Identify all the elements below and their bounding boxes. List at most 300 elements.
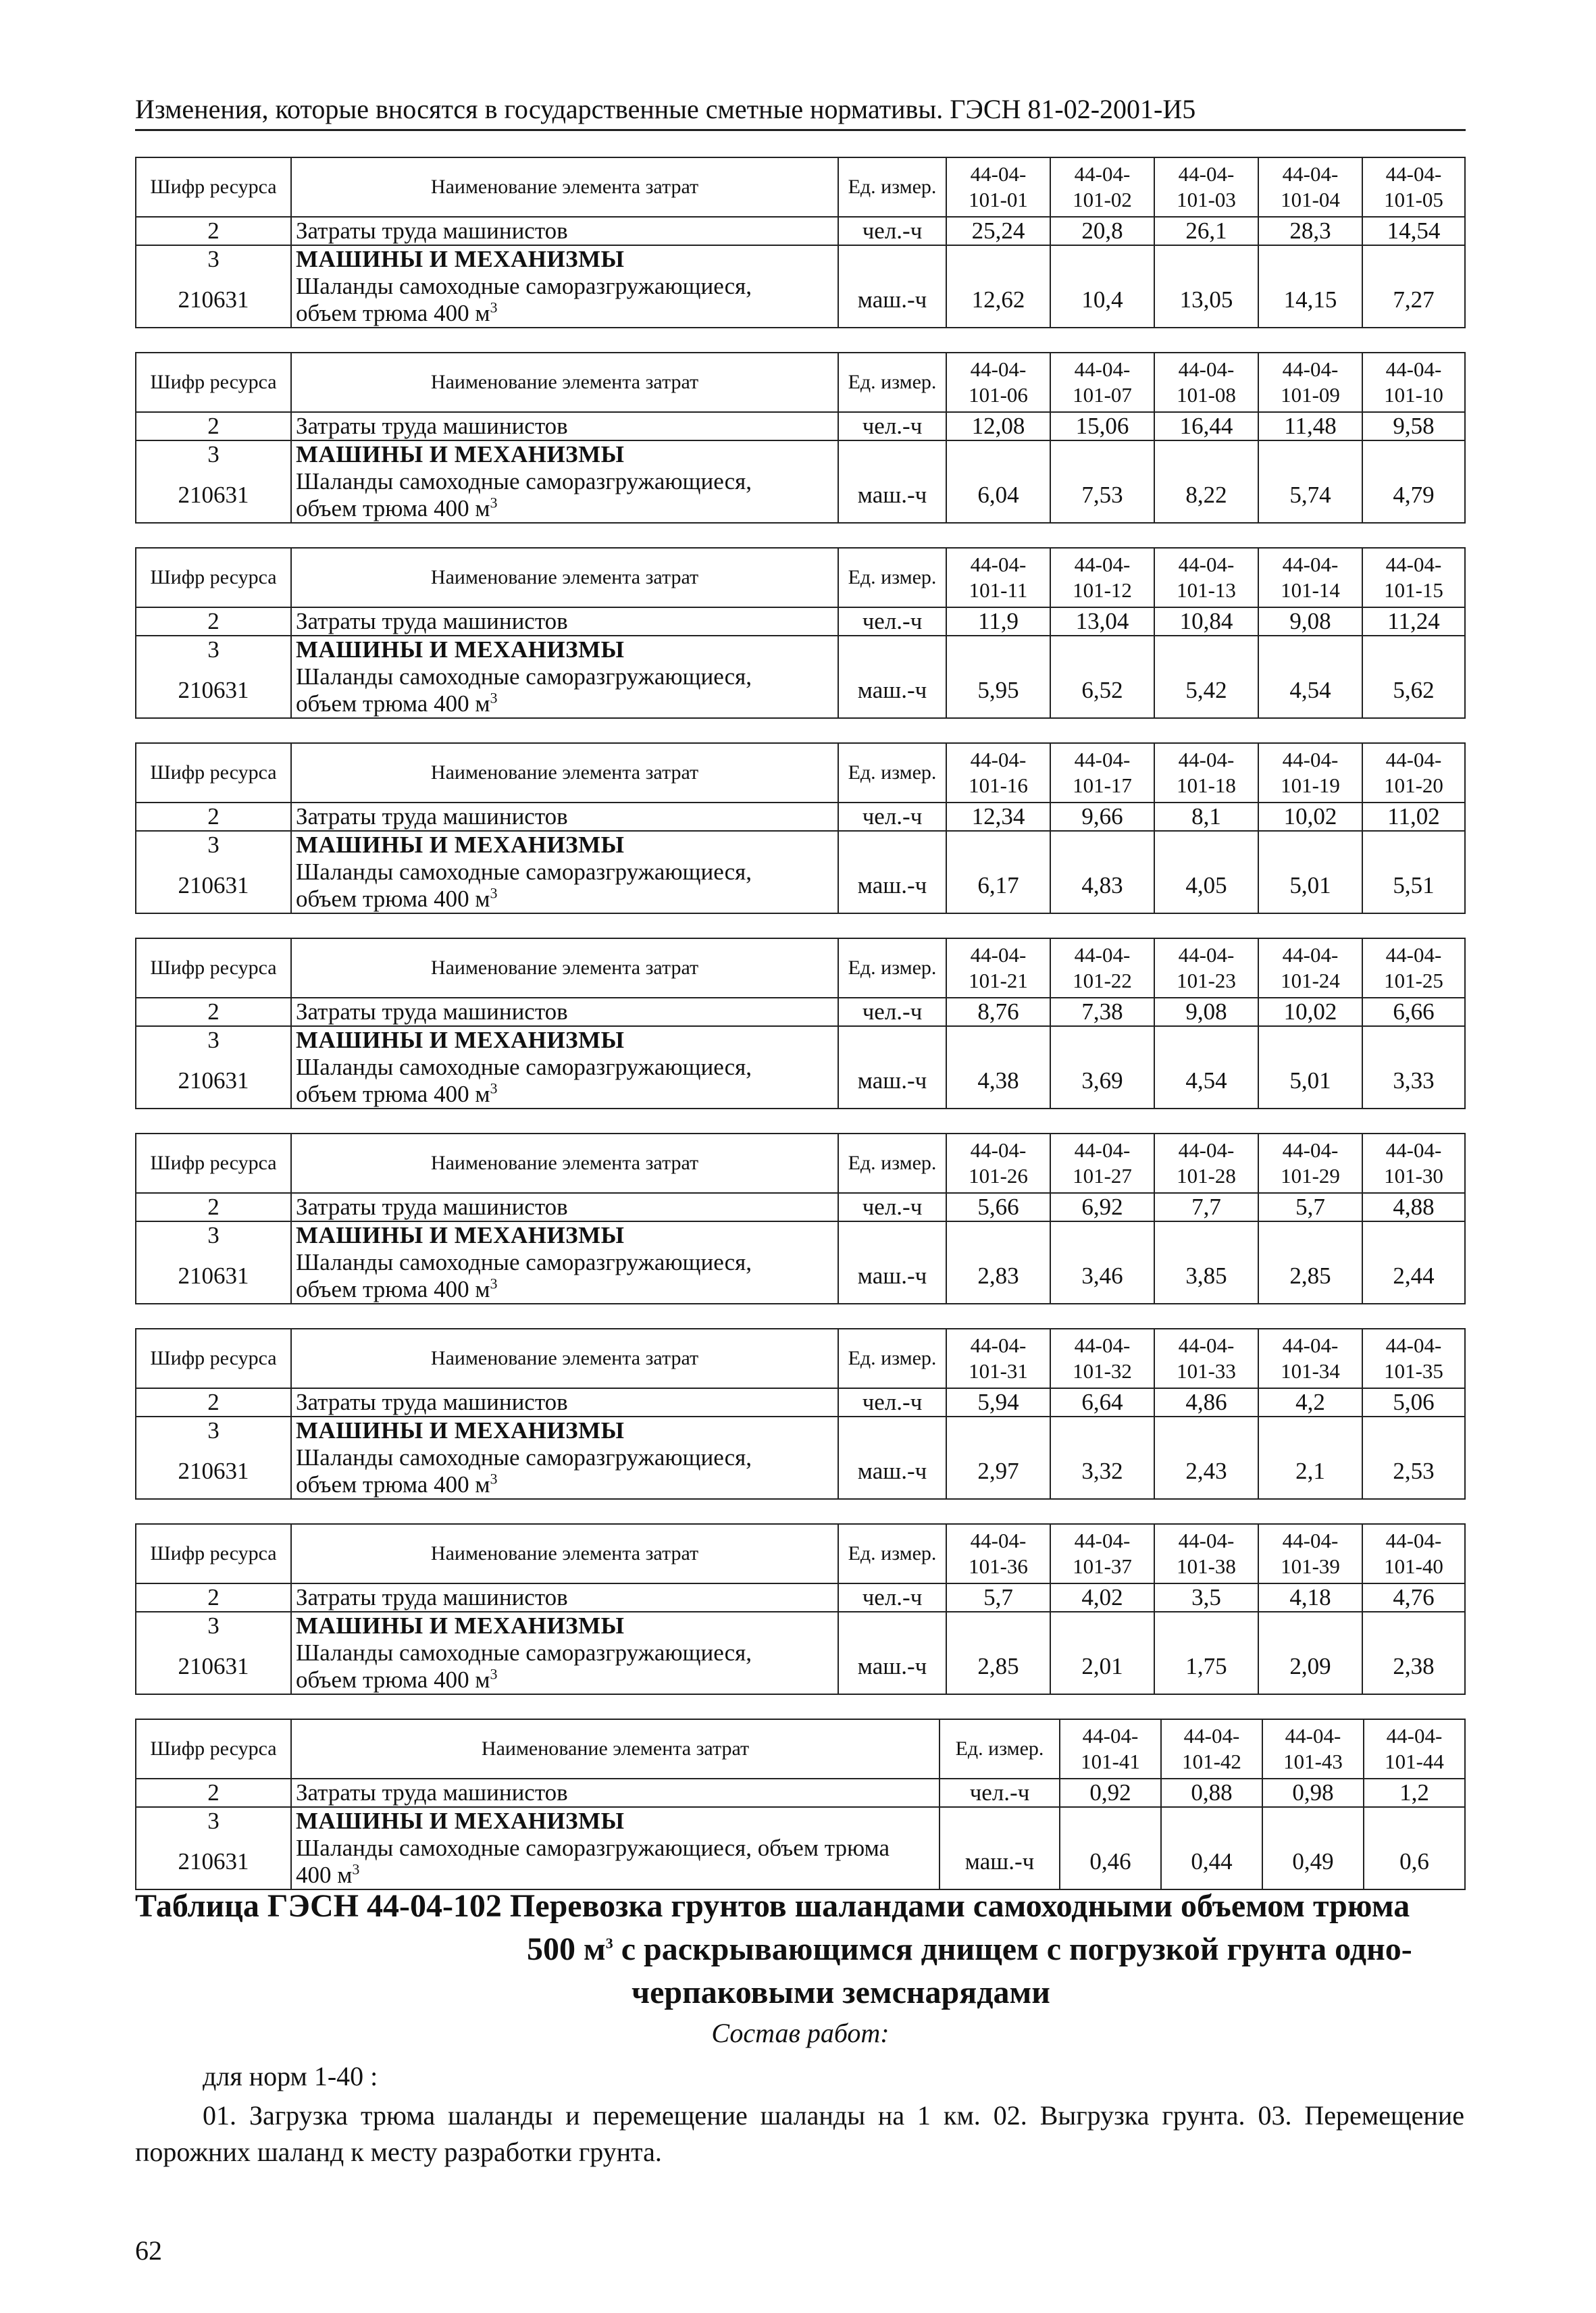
resource-code: 210631 (136, 468, 291, 523)
labor-value: 26,1 (1154, 217, 1258, 245)
norm-code-header (1258, 743, 1362, 803)
cubic-sup: 3 (352, 1860, 360, 1878)
labor-unit: чел.-ч (838, 217, 946, 245)
norm-code-header (1262, 1719, 1364, 1779)
machines-value-empty (1258, 636, 1362, 663)
labor-value: 6,66 (1362, 998, 1465, 1026)
resource-name-line2: объем трюма 400 м (296, 1667, 490, 1693)
norm-code-header (946, 743, 1050, 803)
norm-code-prefix: 44-04- (1385, 943, 1442, 967)
header-name: Наименование элемента затрат (291, 353, 838, 412)
machines-value-empty (1154, 831, 1258, 859)
labor-value: 20,8 (1050, 217, 1154, 245)
section-title-line1: Таблица ГЭСН 44-04-102 Перевозка грунтов шаландами самоходными объемом трюма (135, 1888, 1410, 1924)
work-composition-heading: Состав работ: (711, 2018, 890, 2048)
machines-value-empty (946, 245, 1050, 273)
labor-name: Затраты труда машинистов (291, 1388, 838, 1417)
norm-code-header (1050, 1524, 1154, 1583)
machine-value: 6,52 (1050, 663, 1154, 718)
norm-code-header (1154, 1329, 1258, 1388)
header-unit: Ед. измер. (838, 743, 946, 803)
header-name: Наименование элемента затрат (291, 1719, 939, 1779)
machines-unit-empty (838, 440, 946, 468)
norm-code-suffix: 101-25 (1384, 969, 1443, 992)
machines-value-empty (1362, 1026, 1465, 1054)
norm-code-prefix: 44-04- (1282, 1333, 1339, 1357)
norm-code-prefix: 44-04- (1282, 748, 1339, 771)
machines-value-empty (1050, 1612, 1154, 1640)
norm-code-prefix: 44-04- (1282, 553, 1339, 576)
labor-value: 4,76 (1362, 1583, 1465, 1612)
header-name: Наименование элемента затрат (291, 548, 838, 607)
norm-code-suffix: 101-30 (1384, 1164, 1443, 1188)
machine-value: 5,01 (1258, 1054, 1362, 1109)
norm-code-header (1154, 938, 1258, 998)
machines-value-empty (946, 1221, 1050, 1249)
norm-code-header (1362, 1329, 1465, 1388)
machines-title: МАШИНЫ И МЕХАНИЗМЫ (291, 245, 838, 273)
resource-unit: маш.-ч (838, 1444, 946, 1499)
machines-value-empty (1050, 1221, 1154, 1249)
resource-name (291, 1444, 838, 1499)
norm-code-suffix: 101-40 (1384, 1554, 1443, 1578)
labor-name: Затраты труда машинистов (291, 1193, 838, 1221)
machines-title: МАШИНЫ И МЕХАНИЗМЫ (291, 440, 838, 468)
labor-code: 2 (136, 803, 291, 831)
labor-value: 4,88 (1362, 1193, 1465, 1221)
norm-code-suffix: 101-37 (1073, 1554, 1132, 1578)
norm-code-header (1060, 1719, 1161, 1779)
machines-value-empty (1154, 440, 1258, 468)
section-title-volume: 500 м (527, 1931, 606, 1967)
norm-code-suffix: 101-28 (1177, 1164, 1236, 1188)
cubic-sup: 3 (490, 1470, 498, 1488)
machine-value: 2,44 (1362, 1249, 1465, 1304)
norm-code-suffix: 101-19 (1281, 773, 1340, 797)
header-unit: Ед. измер. (838, 548, 946, 607)
header-unit: Ед. измер. (838, 1329, 946, 1388)
labor-value: 12,08 (946, 412, 1050, 440)
machines-value-empty (1161, 1807, 1262, 1835)
norm-code-header (1050, 353, 1154, 412)
resource-code: 210631 (136, 663, 291, 718)
machine-value: 2,43 (1154, 1444, 1258, 1499)
resource-unit: маш.-ч (838, 468, 946, 523)
machines-value-empty (1050, 440, 1154, 468)
cubic-sup: 3 (490, 1665, 498, 1683)
labor-value: 8,76 (946, 998, 1050, 1026)
norm-code-prefix: 44-04- (970, 357, 1027, 381)
resource-name-line2: объем трюма 400 м (296, 886, 490, 912)
resource-name-line1: Шаланды самоходные саморазгружающиеся, (296, 859, 752, 885)
norm-code-prefix: 44-04- (970, 1333, 1027, 1357)
machines-value-empty (1050, 245, 1154, 273)
norm-code-header (946, 353, 1050, 412)
resource-code: 210631 (136, 1835, 291, 1889)
machines-value-empty (1050, 1417, 1154, 1444)
machines-title: МАШИНЫ И МЕХАНИЗМЫ (291, 1026, 838, 1054)
machine-value: 5,01 (1258, 859, 1362, 913)
machine-value: 0,44 (1161, 1835, 1262, 1889)
norm-code-header (1050, 1329, 1154, 1388)
section-title-line2 (135, 1928, 1466, 1971)
machine-value: 2,09 (1258, 1640, 1362, 1694)
machine-value: 4,54 (1154, 1054, 1258, 1109)
resource-unit: маш.-ч (838, 663, 946, 718)
norm-code-suffix: 101-17 (1073, 773, 1132, 797)
machine-value: 2,38 (1362, 1640, 1465, 1694)
header-name: Наименование элемента затрат (291, 938, 838, 998)
resource-unit: маш.-ч (939, 1835, 1060, 1889)
machines-value-empty (1050, 831, 1154, 859)
header-unit: Ед. измер. (838, 157, 946, 217)
norm-code-prefix: 44-04- (1074, 748, 1131, 771)
resource-name (291, 468, 838, 523)
header-unit: Ед. измер. (939, 1719, 1060, 1779)
machine-value: 1,75 (1154, 1640, 1258, 1694)
norm-code-header (1258, 548, 1362, 607)
labor-name: Затраты труда машинистов (291, 607, 838, 636)
resource-name (291, 1835, 939, 1889)
labor-unit: чел.-ч (838, 998, 946, 1026)
norm-code-header (1154, 1134, 1258, 1193)
labor-unit: чел.-ч (939, 1779, 1060, 1807)
machine-value: 5,51 (1362, 859, 1465, 913)
machine-value: 0,6 (1364, 1835, 1465, 1889)
machine-value: 14,15 (1258, 273, 1362, 328)
labor-value: 4,02 (1050, 1583, 1154, 1612)
machines-value-empty (1258, 1417, 1362, 1444)
norm-code-suffix: 101-05 (1384, 188, 1443, 211)
machines-value-empty (1362, 1417, 1465, 1444)
norm-code-prefix: 44-04- (1178, 553, 1235, 576)
resource-unit: маш.-ч (838, 1054, 946, 1109)
labor-value: 0,92 (1060, 1779, 1161, 1807)
machines-value-empty (1258, 1612, 1362, 1640)
machine-value: 2,01 (1050, 1640, 1154, 1694)
machines-unit-empty (939, 1807, 1060, 1835)
resource-name-line1: Шаланды самоходные саморазгружающиеся, (296, 663, 752, 690)
resource-name-line2: 400 м (296, 1862, 353, 1888)
machine-value: 7,27 (1362, 273, 1465, 328)
header-code: Шифр ресурса (136, 548, 291, 607)
resource-code: 210631 (136, 1444, 291, 1499)
machine-value: 5,42 (1154, 663, 1258, 718)
labor-value: 9,66 (1050, 803, 1154, 831)
resource-table (135, 1133, 1466, 1304)
labor-code: 2 (136, 998, 291, 1026)
norm-code-suffix: 101-14 (1281, 578, 1340, 602)
labor-value: 5,66 (946, 1193, 1050, 1221)
labor-value: 28,3 (1258, 217, 1362, 245)
machine-value: 6,04 (946, 468, 1050, 523)
norm-code-header (1258, 1134, 1362, 1193)
norm-code-suffix: 101-24 (1281, 969, 1340, 992)
resource-name-line2: объем трюма 400 м (296, 690, 490, 717)
labor-value: 4,18 (1258, 1583, 1362, 1612)
machines-value-empty (1154, 1026, 1258, 1054)
cubic-sup: 3 (490, 494, 498, 511)
machines-unit-empty (838, 1221, 946, 1249)
labor-value: 11,48 (1258, 412, 1362, 440)
norm-code-suffix: 101-27 (1073, 1164, 1132, 1188)
resource-table (135, 157, 1466, 328)
machines-code: 3 (136, 440, 291, 468)
labor-value: 4,86 (1154, 1388, 1258, 1417)
norm-code-suffix: 101-22 (1073, 969, 1132, 992)
labor-code: 2 (136, 1779, 291, 1807)
labor-unit: чел.-ч (838, 1388, 946, 1417)
resource-name-line1: Шаланды самоходные саморазгружающиеся, (296, 1444, 752, 1471)
norm-code-prefix: 44-04- (1178, 1138, 1235, 1162)
section-title-line2-rest: с раскрывающимся днищем с погрузкой грунта одно- (613, 1931, 1412, 1967)
machines-value-empty (1050, 636, 1154, 663)
machine-value: 8,22 (1154, 468, 1258, 523)
resource-table (135, 742, 1466, 914)
labor-value: 5,7 (1258, 1193, 1362, 1221)
norm-code-suffix: 101-03 (1177, 188, 1236, 211)
labor-name: Затраты труда машинистов (291, 1583, 838, 1612)
header-code: Шифр ресурса (136, 743, 291, 803)
resource-name (291, 1249, 838, 1304)
norm-code-prefix: 44-04- (970, 1529, 1027, 1552)
header-unit: Ед. измер. (838, 353, 946, 412)
norm-code-prefix: 44-04- (970, 943, 1027, 967)
norm-code-header (1362, 1524, 1465, 1583)
resource-unit: маш.-ч (838, 859, 946, 913)
machines-value-empty (1362, 245, 1465, 273)
machine-value: 3,32 (1050, 1444, 1154, 1499)
machines-value-empty (1362, 636, 1465, 663)
resource-code: 210631 (136, 1249, 291, 1304)
labor-value: 9,58 (1362, 412, 1465, 440)
resource-name (291, 1054, 838, 1109)
machine-value: 3,85 (1154, 1249, 1258, 1304)
labor-unit: чел.-ч (838, 1583, 946, 1612)
norm-code-suffix: 101-12 (1073, 578, 1132, 602)
section-title-line3: черпаковыми земснарядами (632, 1975, 1050, 2010)
resource-name-line2: объем трюма 400 м (296, 300, 490, 326)
norm-code-header (1258, 1329, 1362, 1388)
resource-name (291, 273, 838, 328)
norm-code-header (1161, 1719, 1262, 1779)
labor-code: 2 (136, 1388, 291, 1417)
machines-code: 3 (136, 636, 291, 663)
labor-unit: чел.-ч (838, 607, 946, 636)
labor-code: 2 (136, 1193, 291, 1221)
machine-value: 3,69 (1050, 1054, 1154, 1109)
machines-code: 3 (136, 1612, 291, 1640)
machines-title: МАШИНЫ И МЕХАНИЗМЫ (291, 1417, 838, 1444)
machines-value-empty (946, 1612, 1050, 1640)
norm-code-header (1362, 1134, 1465, 1193)
norm-code-header (1258, 353, 1362, 412)
norm-code-header (1050, 743, 1154, 803)
norm-code-prefix: 44-04- (1178, 943, 1235, 967)
machines-value-empty (1364, 1807, 1465, 1835)
norm-code-header (1154, 157, 1258, 217)
labor-value: 6,64 (1050, 1388, 1154, 1417)
norm-code-suffix: 101-43 (1283, 1750, 1343, 1773)
norm-code-suffix: 101-32 (1073, 1359, 1132, 1383)
labor-value: 12,34 (946, 803, 1050, 831)
machines-value-empty (1154, 245, 1258, 273)
labor-value: 7,38 (1050, 998, 1154, 1026)
norm-code-suffix: 101-15 (1384, 578, 1443, 602)
norm-code-suffix: 101-13 (1177, 578, 1236, 602)
norm-code-suffix: 101-36 (969, 1554, 1028, 1578)
labor-value: 9,08 (1258, 607, 1362, 636)
norm-code-header (1154, 743, 1258, 803)
resource-name-line1: Шаланды самоходные саморазгружающиеся, (296, 1054, 752, 1080)
labor-name: Затраты труда машинистов (291, 803, 838, 831)
resource-name-line1: Шаланды самоходные саморазгружающиеся, (296, 1640, 752, 1666)
norm-code-prefix: 44-04- (1282, 1138, 1339, 1162)
norm-code-prefix: 44-04- (1074, 943, 1131, 967)
norm-code-header (1362, 938, 1465, 998)
norm-code-suffix: 101-20 (1384, 773, 1443, 797)
resource-name (291, 663, 838, 718)
norm-code-prefix: 44-04- (1178, 357, 1235, 381)
machines-code: 3 (136, 245, 291, 273)
machine-value: 2,97 (946, 1444, 1050, 1499)
header-unit: Ед. измер. (838, 938, 946, 998)
machines-unit-empty (838, 245, 946, 273)
norm-code-header (946, 548, 1050, 607)
header-code: Шифр ресурса (136, 1134, 291, 1193)
labor-name: Затраты труда машинистов (291, 1779, 939, 1807)
resource-code: 210631 (136, 273, 291, 328)
resource-name (291, 1640, 838, 1694)
norm-code-suffix: 101-41 (1081, 1750, 1140, 1773)
resource-code: 210631 (136, 1054, 291, 1109)
norm-code-prefix: 44-04- (1074, 162, 1131, 186)
resource-unit: маш.-ч (838, 273, 946, 328)
norm-code-suffix: 101-34 (1281, 1359, 1340, 1383)
machines-unit-empty (838, 1612, 946, 1640)
cubic-sup: 3 (490, 1275, 498, 1292)
norm-code-suffix: 101-08 (1177, 383, 1236, 407)
resource-name-line1: Шаланды самоходные саморазгружающиеся, (296, 273, 752, 299)
section-title-sup: 3 (605, 1935, 613, 1952)
norm-code-prefix: 44-04- (1074, 1529, 1131, 1552)
machines-value-empty (946, 440, 1050, 468)
norm-code-header (946, 938, 1050, 998)
machine-value: 4,79 (1362, 468, 1465, 523)
page-number: 62 (135, 2235, 162, 2266)
machines-unit-empty (838, 1417, 946, 1444)
norm-code-suffix: 101-23 (1177, 969, 1236, 992)
machines-value-empty (1060, 1807, 1161, 1835)
machine-value: 0,49 (1262, 1835, 1364, 1889)
machine-value: 4,83 (1050, 859, 1154, 913)
header-code: Шифр ресурса (136, 1524, 291, 1583)
norm-code-header (1364, 1719, 1465, 1779)
machine-value: 5,74 (1258, 468, 1362, 523)
machine-value: 13,05 (1154, 273, 1258, 328)
machines-value-empty (1262, 1807, 1364, 1835)
labor-value: 5,94 (946, 1388, 1050, 1417)
section-title (135, 1885, 1466, 2014)
norm-code-prefix: 44-04- (1285, 1724, 1341, 1748)
norm-code-prefix: 44-04- (1282, 1529, 1339, 1552)
resource-table (135, 547, 1466, 719)
norm-code-suffix: 101-39 (1281, 1554, 1340, 1578)
resource-code: 210631 (136, 1640, 291, 1694)
machines-code: 3 (136, 1221, 291, 1249)
norm-code-prefix: 44-04- (1385, 1333, 1442, 1357)
norm-code-header (1050, 1134, 1154, 1193)
resource-unit: маш.-ч (838, 1640, 946, 1694)
norm-code-header (1050, 157, 1154, 217)
machines-title: МАШИНЫ И МЕХАНИЗМЫ (291, 1807, 939, 1835)
norm-code-suffix: 101-35 (1384, 1359, 1443, 1383)
cubic-sup: 3 (490, 299, 498, 316)
header-unit: Ед. измер. (838, 1134, 946, 1193)
norm-code-prefix: 44-04- (1074, 1333, 1131, 1357)
norm-code-header (1050, 548, 1154, 607)
norm-code-prefix: 44-04- (1386, 1724, 1443, 1748)
machines-title: МАШИНЫ И МЕХАНИЗМЫ (291, 1612, 838, 1640)
norm-code-prefix: 44-04- (970, 1138, 1027, 1162)
machines-unit-empty (838, 636, 946, 663)
machines-value-empty (1154, 1221, 1258, 1249)
machines-title: МАШИНЫ И МЕХАНИЗМЫ (291, 636, 838, 663)
labor-code: 2 (136, 217, 291, 245)
labor-unit: чел.-ч (838, 803, 946, 831)
norm-code-prefix: 44-04- (1183, 1724, 1240, 1748)
resource-name-line2: объем трюма 400 м (296, 1081, 490, 1107)
machines-value-empty (1258, 245, 1362, 273)
norm-code-header (946, 1134, 1050, 1193)
machine-value: 2,83 (946, 1249, 1050, 1304)
machine-value: 2,1 (1258, 1444, 1362, 1499)
norm-code-prefix: 44-04- (1385, 162, 1442, 186)
machines-value-empty (1258, 1221, 1362, 1249)
resource-table (135, 1719, 1466, 1890)
norm-code-suffix: 101-18 (1177, 773, 1236, 797)
labor-name: Затраты труда машинистов (291, 412, 838, 440)
norm-code-suffix: 101-16 (969, 773, 1028, 797)
norm-code-suffix: 101-31 (969, 1359, 1028, 1383)
machine-value: 6,17 (946, 859, 1050, 913)
norm-code-prefix: 44-04- (1385, 748, 1442, 771)
norm-code-header (1362, 157, 1465, 217)
labor-code: 2 (136, 412, 291, 440)
norm-code-header (1050, 938, 1154, 998)
norm-code-prefix: 44-04- (1178, 162, 1235, 186)
labor-value: 6,92 (1050, 1193, 1154, 1221)
machines-value-empty (1362, 1221, 1465, 1249)
running-header: Изменения, которые вносятся в государственные сметные нормативы. ГЭСН 81-02-2001-И5 (135, 93, 1466, 131)
header-code: Шифр ресурса (136, 157, 291, 217)
norm-code-header (1154, 353, 1258, 412)
norm-code-header (1258, 157, 1362, 217)
machines-value-empty (1362, 1612, 1465, 1640)
norm-code-suffix: 101-44 (1385, 1750, 1444, 1773)
norm-code-suffix: 101-38 (1177, 1554, 1236, 1578)
resource-name-line1: Шаланды самоходные саморазгружающиеся, (296, 1249, 752, 1275)
norm-code-prefix: 44-04- (1385, 357, 1442, 381)
norm-code-header (1258, 938, 1362, 998)
labor-value: 25,24 (946, 217, 1050, 245)
labor-value: 13,04 (1050, 607, 1154, 636)
labor-value: 1,2 (1364, 1779, 1465, 1807)
labor-value: 11,24 (1362, 607, 1465, 636)
norm-code-prefix: 44-04- (1074, 553, 1131, 576)
labor-value: 16,44 (1154, 412, 1258, 440)
machine-value: 12,62 (946, 273, 1050, 328)
